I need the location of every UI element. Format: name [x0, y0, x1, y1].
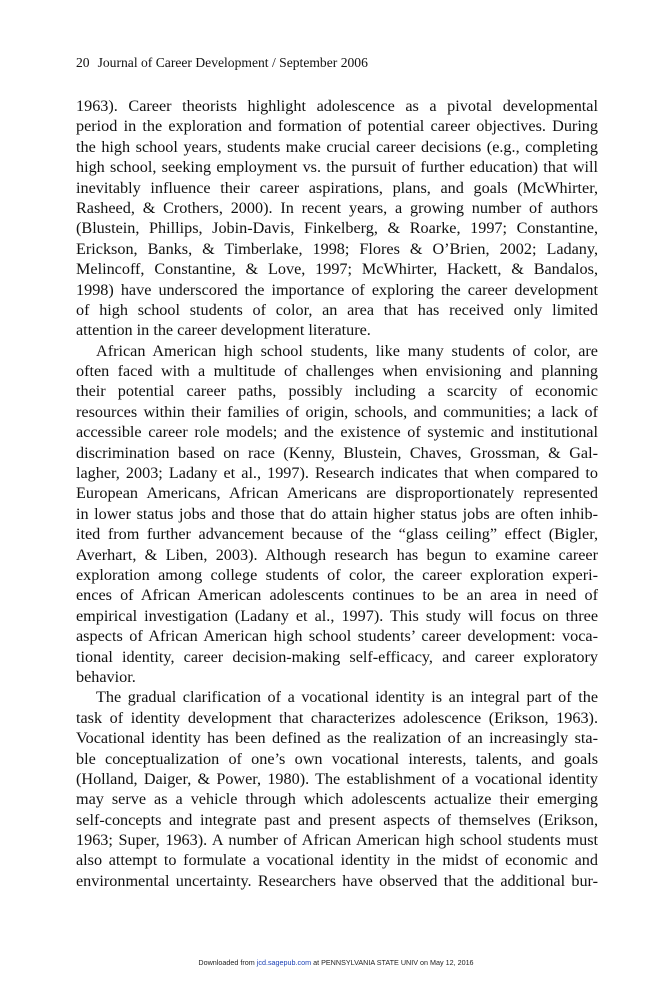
text-line: Melincoff, Constantine, & Love, 1997; McWhirter, Hackett, & Bandalos,	[76, 260, 598, 279]
text-line: behavior.	[76, 667, 136, 686]
footer-prefix: Downloaded from	[198, 958, 257, 967]
text-line: ited from further advancement because of the “glass ceiling” effect (Bigler,	[76, 525, 598, 544]
text-line: inevitably influence their career aspirations, plans, and goals (McWhirter,	[76, 178, 598, 197]
text-line: The gradual clarification of a vocational identity is an integral part of the	[96, 688, 598, 707]
download-footer	[0, 958, 672, 968]
paragraph	[76, 341, 598, 688]
text-line: often faced with a multitude of challenges when envisioning and planning	[76, 362, 598, 381]
text-line: lagher, 2003; Ladany et al., 1997). Research indicates that when compared to	[76, 464, 598, 483]
text-line: high school, seeking employment vs. the pursuit of further education) that will	[76, 158, 598, 177]
text-line: (Holland, Daiger, & Power, 1980). The establishment of a vocational identity	[76, 769, 598, 788]
text-line: Vocational identity has been defined as the realization of an increasingly sta-	[76, 729, 598, 748]
text-line: tional identity, career decision-making self-efficacy, and career exploratory	[76, 647, 598, 666]
text-line: the high school years, students make crucial career decisions (e.g., completing	[76, 137, 598, 156]
text-line: aspects of African American high school students’ career development: voca-	[76, 627, 598, 646]
text-line: in lower status jobs and those that do attain higher status jobs are often inhib-	[76, 504, 598, 523]
paragraph	[76, 96, 598, 341]
text-line: empirical investigation (Ladany et al., 1997). This study will focus on three	[76, 606, 598, 625]
text-line: also attempt to formulate a vocational identity in the midst of economic and	[76, 851, 598, 870]
text-line: resources within their families of origin, schools, and communities; a lack of	[76, 402, 598, 421]
text-line: Averhart, & Liben, 2003). Although research has begun to examine career	[76, 545, 598, 564]
text-line: environmental uncertainty. Researchers have observed that the additional bur-	[76, 871, 598, 890]
text-line: period in the exploration and formation of potential career objectives. During	[76, 117, 598, 136]
page-number: 20	[76, 55, 90, 70]
running-title: Journal of Career Development / September 2006	[97, 55, 368, 70]
footer-link[interactable]: jcd.sagepub.com	[256, 958, 312, 967]
text-line: Rasheed, & Crothers, 2000). In recent years, a growing number of authors	[76, 198, 598, 217]
text-line: their potential career paths, possibly including a scarcity of economic	[76, 382, 598, 401]
paragraph	[76, 687, 598, 891]
text-line: attention in the career development literature.	[76, 321, 371, 340]
text-line: discrimination based on race (Kenny, Blustein, Chaves, Grossman, & Gal-	[76, 443, 598, 462]
footer-suffix: at PENNSYLVANIA STATE UNIV on May 12, 2016	[311, 958, 474, 967]
text-line: 1963; Super, 1963). A number of African American high school students must	[76, 831, 598, 850]
text-line: European Americans, African Americans are disproportionately represented	[76, 484, 598, 503]
text-line: accessible career role models; and the existence of systemic and institutional	[76, 423, 598, 442]
text-line: exploration among college students of color, the career exploration experi-	[76, 565, 598, 584]
text-line: 1998) have underscored the importance of exploring the career development	[76, 280, 598, 299]
text-line: African American high school students, like many students of color, are	[96, 341, 598, 360]
text-line: ences of African American adolescents continues to be an area in need of	[76, 586, 598, 605]
body-text	[76, 96, 598, 891]
running-header	[76, 54, 368, 72]
text-line: ble conceptualization of one’s own vocational interests, talents, and goals	[76, 749, 598, 768]
text-line: may serve as a vehicle through which adolescents actualize their emerging	[76, 790, 598, 809]
text-line: Erickson, Banks, & Timberlake, 1998; Flores & O’Brien, 2002; Ladany,	[76, 239, 598, 258]
text-line: of high school students of color, an area that has received only limited	[76, 300, 598, 319]
text-line: (Blustein, Phillips, Jobin-Davis, Finkelberg, & Roarke, 1997; Constantine,	[76, 219, 598, 238]
text-line: task of identity development that characterizes adolescence (Erikson, 1963).	[76, 708, 598, 727]
text-line: self-concepts and integrate past and present aspects of themselves (Erikson,	[76, 810, 598, 829]
text-line: 1963). Career theorists highlight adolescence as a pivotal developmental	[76, 97, 598, 115]
